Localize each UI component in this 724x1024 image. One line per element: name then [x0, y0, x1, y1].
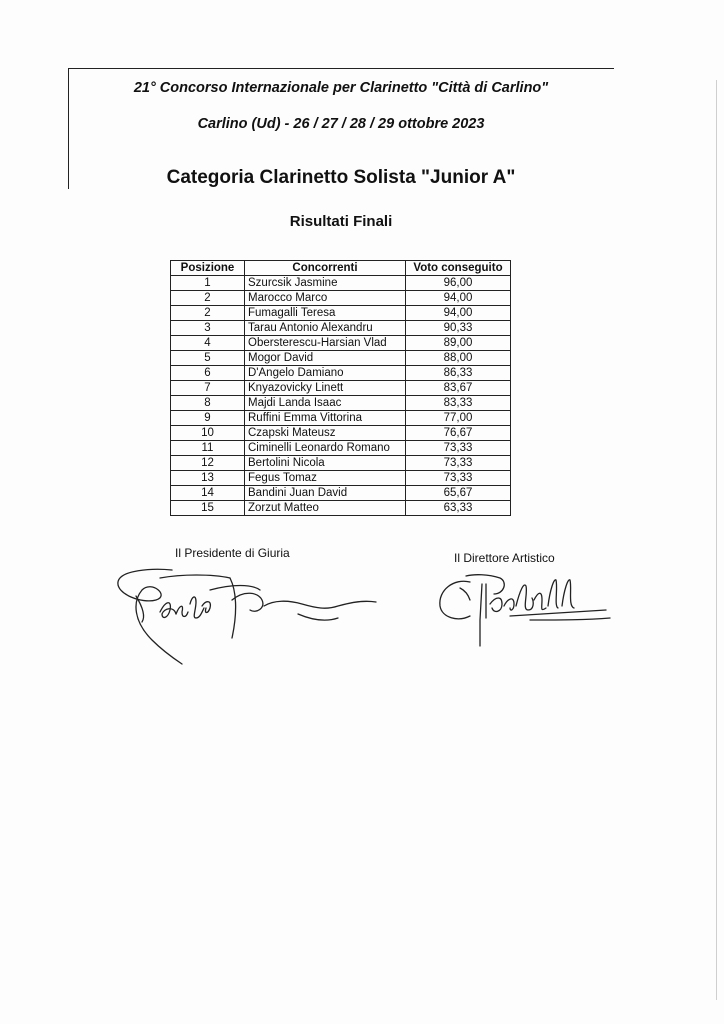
table-row [171, 396, 511, 411]
score-cell: 77,00 [406, 411, 511, 426]
score-cell: 73,33 [406, 456, 511, 471]
results-subtitle: Risultati Finali [289, 213, 393, 230]
table-row [171, 321, 511, 336]
position-cell: 2 [171, 306, 245, 321]
score-cell: 94,00 [406, 291, 511, 306]
score-cell: 86,33 [406, 366, 511, 381]
position-cell: 8 [171, 396, 245, 411]
competitor-name-cell: Fumagalli Teresa [245, 306, 406, 321]
competitor-name-cell: Zorzut Matteo [245, 501, 406, 516]
column-header-score: Voto conseguito [406, 261, 511, 276]
position-cell: 6 [171, 366, 245, 381]
position-cell: 15 [171, 501, 245, 516]
jury-president-label: Il Presidente di Giuria [175, 546, 290, 560]
table-row [171, 336, 511, 351]
frame-top-rule [68, 68, 614, 69]
position-cell: 7 [171, 381, 245, 396]
score-cell: 96,00 [406, 276, 511, 291]
table-row [171, 471, 511, 486]
competitor-name-cell: Fegus Tomaz [245, 471, 406, 486]
position-cell: 3 [171, 321, 245, 336]
table-row [171, 456, 511, 471]
results-table [170, 260, 511, 516]
score-cell: 88,00 [406, 351, 511, 366]
table-row [171, 351, 511, 366]
position-cell: 12 [171, 456, 245, 471]
table-row [171, 276, 511, 291]
page-edge-line [716, 80, 717, 1000]
competitor-name-cell: Majdi Landa Isaac [245, 396, 406, 411]
competitor-name-cell: Ruffini Emma Vittorina [245, 411, 406, 426]
score-cell: 94,00 [406, 306, 511, 321]
competitor-name-cell: Bandini Juan David [245, 486, 406, 501]
table-row [171, 366, 511, 381]
score-cell: 73,33 [406, 471, 511, 486]
position-cell: 2 [171, 291, 245, 306]
category-title: Categoria Clarinetto Solista "Junior A" [166, 167, 516, 188]
column-header-position: Posizione [171, 261, 245, 276]
table-row [171, 426, 511, 441]
competition-title: 21° Concorso Internazionale per Clarinetto "Città di Carlino" [133, 80, 549, 96]
competitor-name-cell: Czapski Mateusz [245, 426, 406, 441]
competitor-name-cell: Knyazovicky Linett [245, 381, 406, 396]
position-cell: 9 [171, 411, 245, 426]
table-row [171, 441, 511, 456]
position-cell: 11 [171, 441, 245, 456]
table-row [171, 411, 511, 426]
score-cell: 63,33 [406, 501, 511, 516]
competitor-name-cell: Szurcsik Jasmine [245, 276, 406, 291]
table-row [171, 381, 511, 396]
position-cell: 10 [171, 426, 245, 441]
position-cell: 14 [171, 486, 245, 501]
competitor-name-cell: Mogor David [245, 351, 406, 366]
position-cell: 4 [171, 336, 245, 351]
jury-president-signature [112, 560, 442, 670]
score-cell: 90,33 [406, 321, 511, 336]
artistic-director-signature [430, 560, 620, 650]
location-dates: Carlino (Ud) - 26 / 27 / 28 / 29 ottobre 2023 [197, 116, 485, 132]
competitor-name-cell: Bertolini Nicola [245, 456, 406, 471]
competitor-name-cell: Tarau Antonio Alexandru [245, 321, 406, 336]
table-header-row [171, 261, 511, 276]
score-cell: 73,33 [406, 441, 511, 456]
position-cell: 5 [171, 351, 245, 366]
position-cell: 13 [171, 471, 245, 486]
column-header-competitors: Concorrenti [245, 261, 406, 276]
score-cell: 89,00 [406, 336, 511, 351]
score-cell: 83,33 [406, 396, 511, 411]
competitor-name-cell: Ciminelli Leonardo Romano [245, 441, 406, 456]
score-cell: 65,67 [406, 486, 511, 501]
competitor-name-cell: Obersterescu-Harsian Vlad [245, 336, 406, 351]
table-row [171, 486, 511, 501]
competitor-name-cell: Marocco Marco [245, 291, 406, 306]
table-row [171, 291, 511, 306]
position-cell: 1 [171, 276, 245, 291]
score-cell: 83,67 [406, 381, 511, 396]
score-cell: 76,67 [406, 426, 511, 441]
competitor-name-cell: D'Angelo Damiano [245, 366, 406, 381]
table-row [171, 501, 511, 516]
table-row [171, 306, 511, 321]
artistic-director-label: Il Direttore Artistico [454, 551, 555, 565]
